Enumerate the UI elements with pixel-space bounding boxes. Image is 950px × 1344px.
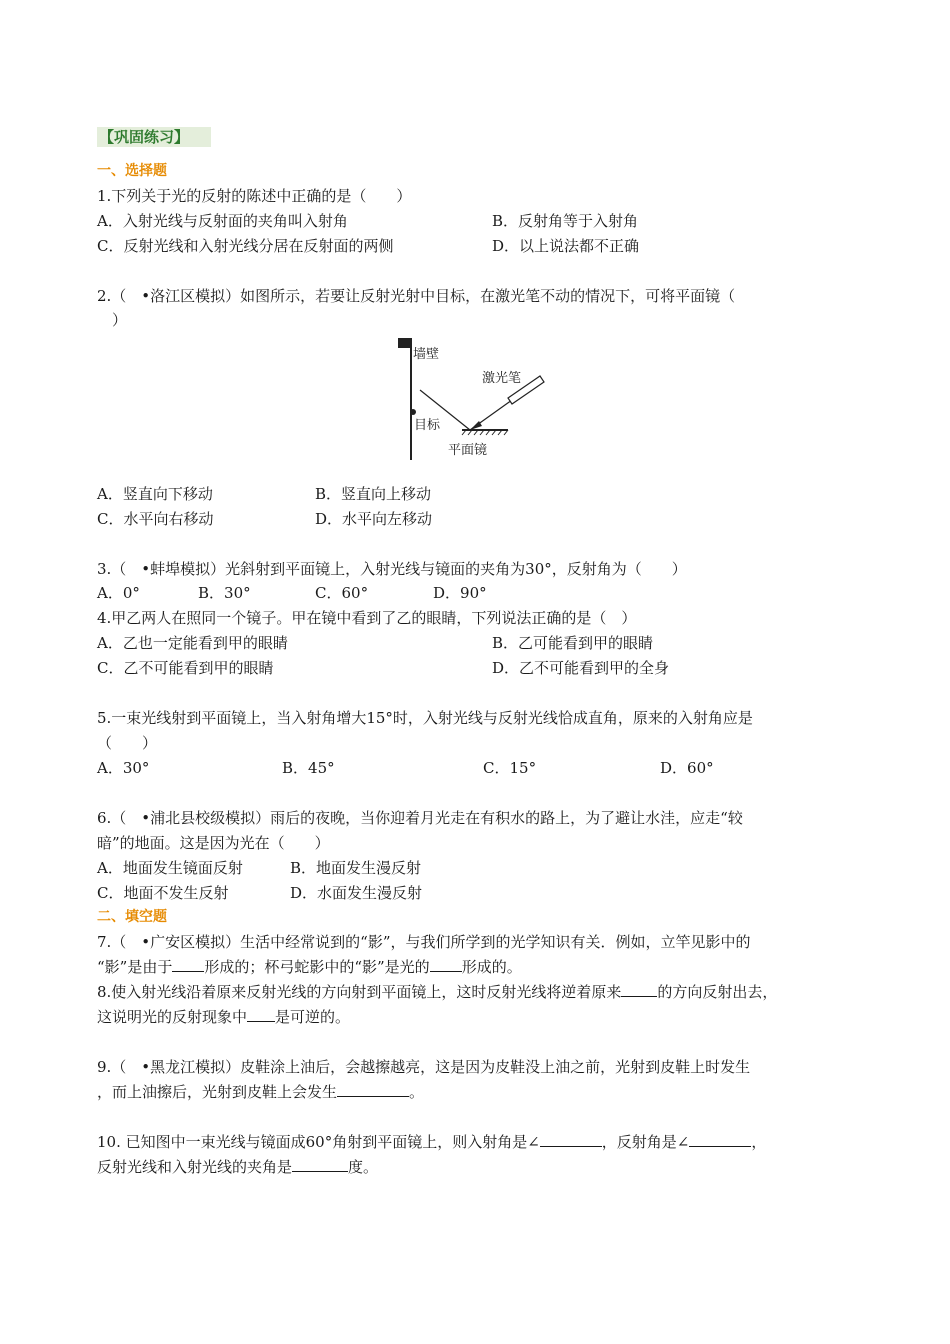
q6-stem-line1: 6.（ •浦北县校级模拟）雨后的夜晚，当你迎着月光走在有积水的路上，为了避让水洼，应走“较	[97, 809, 743, 827]
q8-text-d: 是可逆的。	[275, 1008, 351, 1026]
q10-text-b: ，反射角是∠	[601, 1133, 690, 1151]
q7-text-c: 形成的。	[461, 958, 522, 976]
q10-text-c: ，	[751, 1133, 767, 1151]
target-dot	[410, 409, 416, 415]
q8-text-b: 的方向反射出去，	[657, 983, 778, 1001]
q5-stem-line1: 5.一束光线射到平面镜上，当入射角增大15°时，入射光线与反射光线恰成直角，原来的入射角应是	[97, 709, 753, 727]
laser-label: 激光笔	[482, 371, 522, 386]
q10-text-e: 度。	[348, 1158, 379, 1176]
q4-stem: 4.甲乙两人在照同一个镜子。甲在镜中看到了乙的眼睛，下列说法正确的是（ ）	[97, 609, 637, 627]
q3-stem: 3.（ •蚌埠模拟）光斜射到平面镜上，入射光线与镜面的夹角为30°，反射角为（ ）	[97, 560, 687, 578]
q9-line1: 9.（ •黑龙江模拟）皮鞋涂上油后，会越擦越亮，这是因为皮鞋没上油之前，光射到皮鞋上时发生	[97, 1058, 751, 1076]
q2-stem-line2: ）	[97, 311, 128, 329]
section-fill: 二、填空题	[97, 909, 167, 925]
mirror-diagram-svg	[380, 336, 560, 466]
q6-option-d: D．水面发生漫反射	[290, 884, 423, 902]
target-label: 目标	[414, 418, 441, 433]
q2-stem-line1: 2.（ •洛江区模拟）如图所示，若要让反射光射中目标，在激光笔不动的情况下，可将平面镜（	[97, 287, 736, 305]
practice-heading: 【巩固练习】	[97, 127, 211, 147]
q6-option-a: A．地面发生镜面反射	[97, 859, 243, 877]
q3-option-c: C．60°	[315, 584, 369, 602]
wall-top-block	[398, 338, 410, 348]
q2-option-c: C．水平向右移动	[97, 510, 214, 528]
q1-option-d: D．以上说法都不正确	[492, 237, 640, 255]
q8-text-a: 8.使入射光线沿着原来反射光线的方向射到平面镜上，这时反射光线将逆着原来	[97, 983, 622, 1001]
q5-option-b: B．45°	[282, 759, 335, 777]
q6-option-b: B．地面发生漫反射	[290, 859, 422, 877]
q7-blank-1[interactable]	[172, 957, 204, 972]
q8-text-c: 这说明光的反射现象中	[97, 1008, 248, 1026]
q7-blank-2[interactable]	[430, 957, 462, 972]
q2-option-a: A．竖直向下移动	[97, 485, 213, 503]
q4-option-a: A．乙也一定能看到甲的眼睛	[97, 634, 288, 652]
q9-text-b: 。	[409, 1083, 425, 1101]
q7-line2	[97, 957, 522, 977]
q1-option-c: C．反射光线和入射光线分居在反射面的两侧	[97, 237, 394, 255]
q8-line2	[97, 1007, 350, 1027]
section-choice: 一、选择题	[97, 163, 167, 179]
q7-text-b: 形成的；杯弓蛇影中的“影”是光的	[204, 958, 430, 976]
q1-option-b: B．反射角等于入射角	[492, 212, 639, 230]
q10-blank-1[interactable]	[540, 1132, 602, 1147]
q7-text-a: “影”是由于	[97, 958, 173, 976]
q7-line1: 7.（ •广安区模拟）生活中经常说到的“影”，与我们所学到的光学知识有关．例如，立竿见影中的	[97, 933, 751, 951]
mirror-label: 平面镜	[448, 443, 488, 458]
q4-option-b: B．乙可能看到甲的眼睛	[492, 634, 654, 652]
q3-option-d: D．90°	[433, 584, 487, 602]
q10-line1	[97, 1132, 766, 1152]
q10-blank-2[interactable]	[689, 1132, 751, 1147]
q4-option-c: C．乙不可能看到甲的眼睛	[97, 659, 274, 677]
q9-text-a: ，而上油擦后，光射到皮鞋上会发生	[97, 1083, 338, 1101]
q10-line2	[97, 1157, 378, 1177]
q4-option-d: D．乙不可能看到甲的全身	[492, 659, 670, 677]
q10-text-a: 10. 已知图中一束光线与镜面成60°角射到平面镜上，则入射角是∠	[97, 1133, 540, 1151]
q5-option-a: A．30°	[97, 759, 150, 777]
q8-blank-2[interactable]	[247, 1007, 275, 1022]
q1-option-a: A．入射光线与反射面的夹角叫入射角	[97, 212, 348, 230]
q9-line2	[97, 1082, 424, 1102]
q3-option-b: B．30°	[198, 584, 251, 602]
q10-text-d: 反射光线和入射光线的夹角是	[97, 1158, 293, 1176]
q2-option-d: D．水平向左移动	[315, 510, 433, 528]
q3-option-a: A．0°	[97, 584, 140, 602]
q8-blank-1[interactable]	[621, 982, 657, 997]
q5-option-d: D．60°	[660, 759, 714, 777]
q6-option-c: C．地面不发生反射	[97, 884, 229, 902]
mirror-diagram	[380, 336, 560, 466]
q1-stem: 1.下列关于光的反射的陈述中正确的是（ ）	[97, 187, 412, 205]
q8-line1	[97, 982, 777, 1002]
wall-label: 墙壁	[413, 347, 440, 362]
q9-blank[interactable]	[337, 1082, 409, 1097]
q5-stem-line2: （ ）	[97, 734, 158, 752]
q10-blank-3[interactable]	[292, 1157, 348, 1172]
q2-option-b: B．竖直向上移动	[315, 485, 432, 503]
q5-option-c: C．15°	[483, 759, 537, 777]
q6-stem-line2: 暗”的地面。这是因为光在（ ）	[97, 834, 330, 852]
